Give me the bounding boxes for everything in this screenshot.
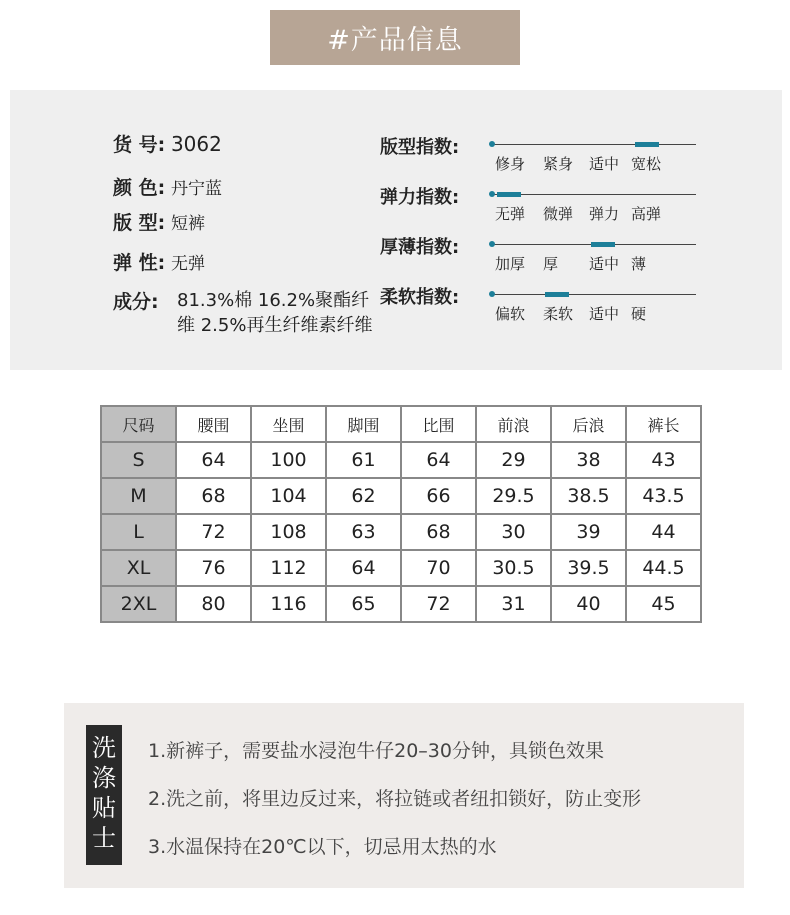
table-row xyxy=(101,550,701,586)
index-option: 硬 xyxy=(631,305,647,323)
table-cell: 108 xyxy=(251,514,326,550)
spec-label: 货 号: xyxy=(113,134,166,156)
table-header-cell: 脚围 xyxy=(326,406,401,442)
table-cell: 68 xyxy=(176,478,251,514)
index-option: 适中 xyxy=(589,155,620,173)
size-label-cell: XL xyxy=(101,550,176,586)
index-selected-marker xyxy=(497,192,521,197)
table-header-cell: 尺码 xyxy=(101,406,176,442)
table-cell: 100 xyxy=(251,442,326,478)
index-row xyxy=(380,283,710,323)
section-title: #产品信息 xyxy=(270,10,520,65)
table-header-row xyxy=(101,406,701,442)
table-cell: 68 xyxy=(401,514,476,550)
spec-item-no xyxy=(113,130,222,157)
index-label: 厚薄指数: xyxy=(380,237,460,258)
table-cell: 38.5 xyxy=(551,478,626,514)
index-scale-line xyxy=(492,194,696,195)
index-option: 弹力 xyxy=(589,205,620,223)
table-cell: 44.5 xyxy=(626,550,701,586)
spec-color xyxy=(113,173,222,200)
index-option: 宽松 xyxy=(631,155,662,173)
table-cell: 66 xyxy=(401,478,476,514)
index-option: 紧身 xyxy=(543,155,574,173)
index-option: 柔软 xyxy=(543,305,574,323)
table-cell: 31 xyxy=(476,586,551,622)
index-row xyxy=(380,133,710,173)
table-cell: 43.5 xyxy=(626,478,701,514)
table-cell: 61 xyxy=(326,442,401,478)
size-label-cell: L xyxy=(101,514,176,550)
index-scale-dot xyxy=(489,291,495,297)
table-row xyxy=(101,478,701,514)
table-cell: 29 xyxy=(476,442,551,478)
index-option: 适中 xyxy=(589,255,620,273)
table-row xyxy=(101,586,701,622)
index-option: 适中 xyxy=(589,305,620,323)
size-label-cell: M xyxy=(101,478,176,514)
spec-label: 颜 色: xyxy=(113,177,166,199)
table-row xyxy=(101,514,701,550)
wash-tip-3: 3.水温保持在20℃以下，切忌用太热的水 xyxy=(148,836,497,858)
table-header-cell: 腰围 xyxy=(176,406,251,442)
table-cell: 116 xyxy=(251,586,326,622)
spec-label: 成分: xyxy=(113,291,159,313)
table-cell: 40 xyxy=(551,586,626,622)
index-option: 高弹 xyxy=(631,205,662,223)
table-cell: 39 xyxy=(551,514,626,550)
index-option: 薄 xyxy=(631,255,647,273)
table-header-cell: 比围 xyxy=(401,406,476,442)
table-cell: 64 xyxy=(326,550,401,586)
table-header-cell: 后浪 xyxy=(551,406,626,442)
spec-value: 3062 xyxy=(170,132,222,156)
table-header-cell: 前浪 xyxy=(476,406,551,442)
table-cell: 70 xyxy=(401,550,476,586)
table-cell: 45 xyxy=(626,586,701,622)
index-scale-dot xyxy=(489,241,495,247)
size-chart-table xyxy=(100,405,702,623)
table-cell: 64 xyxy=(176,442,251,478)
spec-elastic xyxy=(113,248,205,275)
table-cell: 39.5 xyxy=(551,550,626,586)
index-row xyxy=(380,233,710,273)
index-selected-marker xyxy=(591,242,615,247)
wash-tip-2: 2.洗之前，将里边反过来，将拉链或者纽扣锁好，防止变形 xyxy=(148,788,642,810)
table-header-cell: 裤长 xyxy=(626,406,701,442)
spec-style xyxy=(113,208,205,235)
table-cell: 65 xyxy=(326,586,401,622)
table-cell: 64 xyxy=(401,442,476,478)
index-selected-marker xyxy=(545,292,569,297)
spec-value: 丹宁蓝 xyxy=(170,179,222,199)
spec-label: 弹 性: xyxy=(113,252,166,274)
table-cell: 80 xyxy=(176,586,251,622)
spec-composition-value: 81.3%棉 16.2%聚酯纤维 2.5%再生纤维素纤维 xyxy=(177,290,373,336)
table-cell: 63 xyxy=(326,514,401,550)
index-scale-dot xyxy=(489,191,495,197)
index-scale-dot xyxy=(489,141,495,147)
index-option: 厚 xyxy=(543,255,559,273)
size-label-cell: S xyxy=(101,442,176,478)
table-cell: 44 xyxy=(626,514,701,550)
table-header-cell: 坐围 xyxy=(251,406,326,442)
table-cell: 62 xyxy=(326,478,401,514)
table-cell: 38 xyxy=(551,442,626,478)
table-row xyxy=(101,442,701,478)
table-cell: 112 xyxy=(251,550,326,586)
spec-value: 无弹 xyxy=(170,254,205,274)
table-cell: 76 xyxy=(176,550,251,586)
index-scale-line xyxy=(492,144,696,145)
index-option: 无弹 xyxy=(495,205,526,223)
wash-tip-1: 1.新裤子，需要盐水浸泡牛仔20–30分钟，具锁色效果 xyxy=(148,740,604,762)
spec-value: 短裤 xyxy=(170,214,205,234)
spec-composition-label xyxy=(113,287,159,314)
index-option: 微弹 xyxy=(543,205,574,223)
spec-label: 版 型: xyxy=(113,212,166,234)
index-option: 偏软 xyxy=(495,305,526,323)
index-option: 加厚 xyxy=(495,255,526,273)
index-scale-line xyxy=(492,294,696,295)
table-cell: 30 xyxy=(476,514,551,550)
wash-tips-tag: 洗涤贴士 xyxy=(86,725,122,865)
index-option: 修身 xyxy=(495,155,526,173)
index-label: 柔软指数: xyxy=(380,287,460,308)
table-cell: 72 xyxy=(401,586,476,622)
table-cell: 30.5 xyxy=(476,550,551,586)
product-info-panel xyxy=(10,90,782,370)
index-row xyxy=(380,183,710,223)
index-label: 弹力指数: xyxy=(380,187,460,208)
index-label: 版型指数: xyxy=(380,137,460,158)
table-cell: 72 xyxy=(176,514,251,550)
wash-tips-panel xyxy=(64,703,744,888)
table-cell: 29.5 xyxy=(476,478,551,514)
table-cell: 104 xyxy=(251,478,326,514)
size-label-cell: 2XL xyxy=(101,586,176,622)
index-selected-marker xyxy=(635,142,659,147)
table-cell: 43 xyxy=(626,442,701,478)
